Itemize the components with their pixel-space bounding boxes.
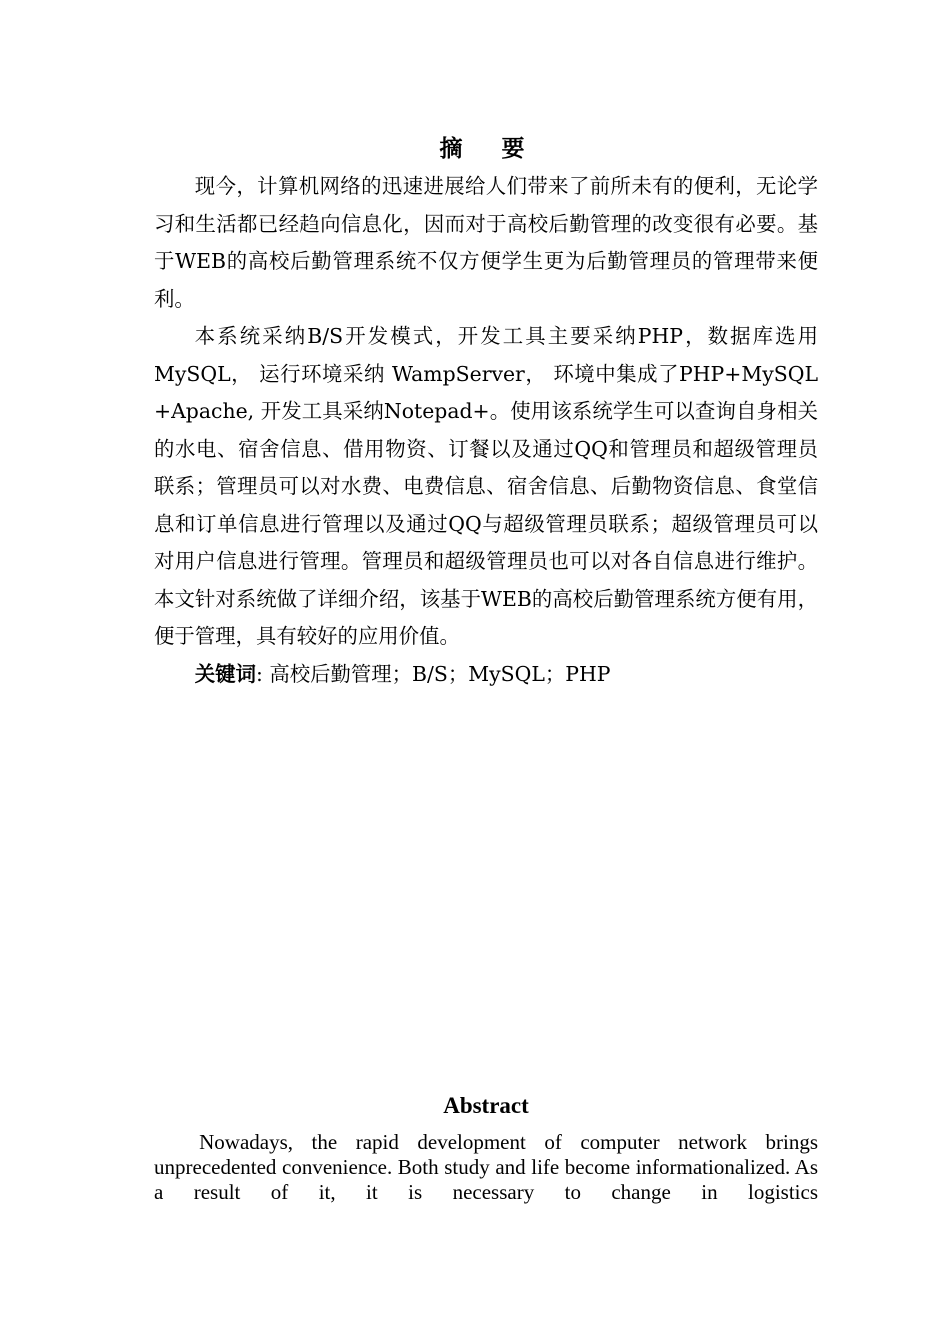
- chinese-keywords-line: [154, 656, 818, 694]
- keywords-colon: :: [255, 661, 263, 686]
- keywords-value: 高校后勤管理；B/S；MySQL；PHP: [269, 661, 611, 686]
- chinese-abstract-title: 摘 要: [439, 135, 533, 162]
- chinese-abstract-paragraph-2: 本系统采纳B/S开发模式，开发工具主要采纳PHP，数据库选用 MySQL， 运行环境采纳 WampServer， 环境中集成了PHP+MySQL +Apache, 开发工具采纳Notepad+。使用该系统学生可以查询自身相关的水电、宿舍信息、借用物资、订餐以及通过QQ和管理员和超级管理员联系；管理员可以对水费、电费信息、宿舍信息、后勤物资信息、食堂信息和订单信息进行管理以及通过QQ与超级管理员联系；超级管理员可以对用户信息进行管理。管理员和超级管理员也可以对各自信息进行维护。本文针对系统做了详细介绍，该基于WEB的高校后勤管理系统方便有用，便于管理，具有较好的应用价值。: [154, 324, 818, 648]
- english-abstract-paragraph: Nowadays, the rapid development of computer network brings unprecedented convenience. Both study and life become informationalized. As a result of it, it is necessary to change in logistics: [154, 1130, 818, 1204]
- chinese-abstract-body: [154, 168, 818, 693]
- english-abstract-title: Abstract: [443, 1093, 529, 1118]
- keywords-label: 关键词: [194, 661, 256, 686]
- chinese-abstract-paragraph-1: 现今，计算机网络的迅速进展给人们带来了前所未有的便利，无论学习和生活都已经趋向信息化，因而对于高校后勤管理的改变很有必要。基于WEB的高校后勤管理系统不仅方便学生更为后勤管理员的管理带来便利。: [154, 174, 818, 311]
